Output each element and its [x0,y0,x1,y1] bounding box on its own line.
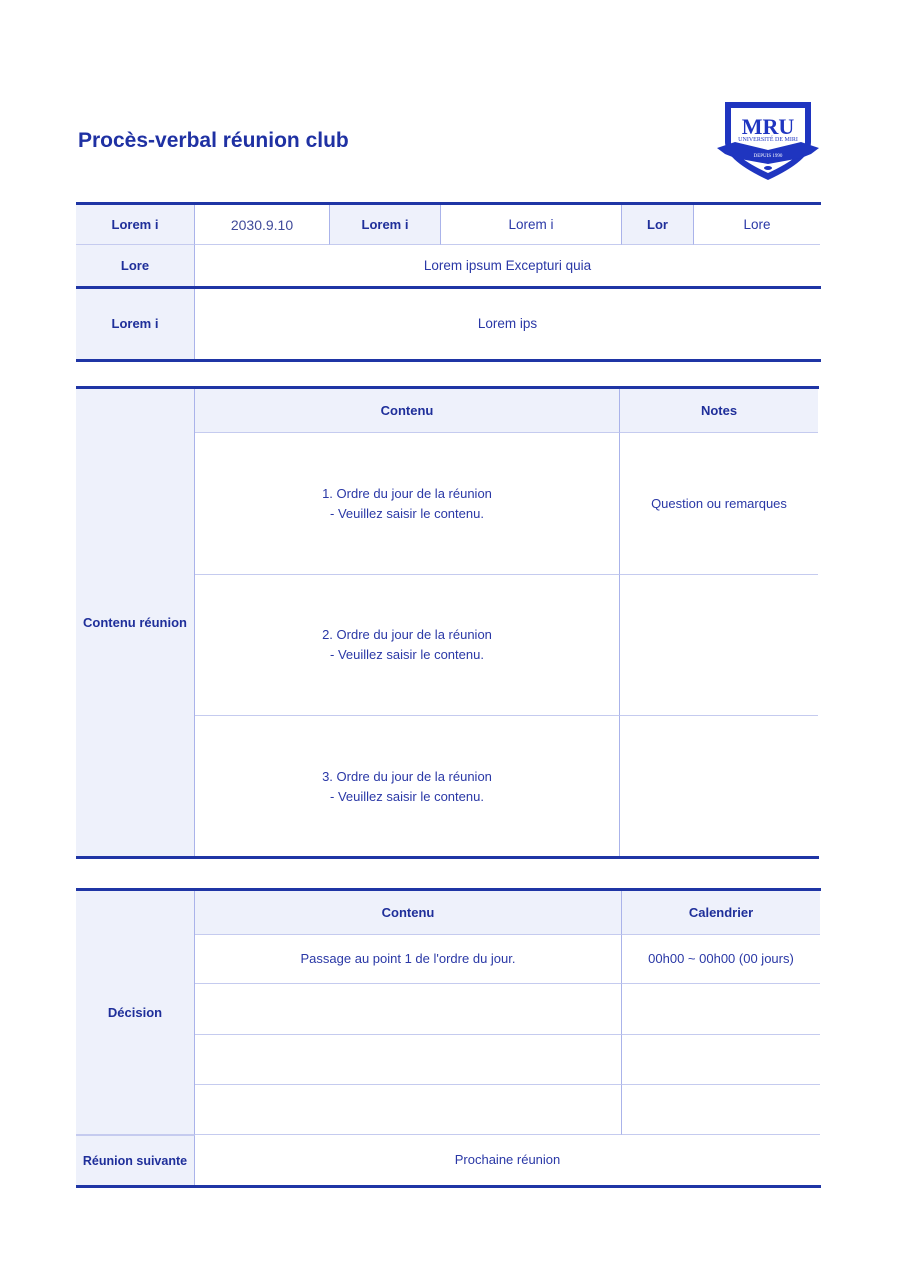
info-row2-label: Lore [76,245,195,287]
info-row3-label: Lorem i [76,289,195,360]
info-value-2[interactable]: Lorem i [441,205,622,245]
decision-header-schedule: Calendrier [622,891,820,935]
meeting-label: Contenu réunion [76,389,195,857]
info-row2-value[interactable]: Lorem ipsum Excepturi quia [195,245,820,287]
table-border [76,856,819,859]
svg-text:MRU: MRU [741,114,795,139]
meeting-row-3-content[interactable]: 3. Ordre du jour de la réunion - Veuillez saisir le contenu. [195,716,620,857]
meeting-row-1-notes[interactable]: Question ou remarques [620,433,818,575]
info-row3-value[interactable]: Lorem ips [195,289,820,360]
svg-text:UNIVERSITÉ DE MIRI: UNIVERSITÉ DE MIRI [738,137,798,143]
svg-text:DEPUIS 1990: DEPUIS 1990 [753,154,783,159]
decision-header-content: Contenu [195,891,622,935]
decision-row-2-schedule[interactable] [622,984,820,1035]
meeting-row-3-notes[interactable] [620,716,818,857]
meeting-row-2-notes[interactable] [620,575,818,716]
decision-label: Décision [76,891,195,1135]
meeting-row-1-content[interactable]: 1. Ordre du jour de la réunion - Veuillez saisir le contenu. [195,433,620,575]
university-logo [715,98,821,182]
info-value-3[interactable]: Lore [694,205,820,245]
info-label-2: Lorem i [330,205,441,245]
meeting-row-2-content[interactable]: 2. Ordre du jour de la réunion - Veuillez saisir le contenu. [195,575,620,716]
decision-row-4-schedule[interactable] [622,1085,820,1135]
next-meeting-value[interactable]: Prochaine réunion [195,1135,820,1186]
decision-row-1-content[interactable]: Passage au point 1 de l'ordre du jour. [195,935,622,984]
decision-row-2-content[interactable] [195,984,622,1035]
info-date[interactable]: 2030.9.10 [195,205,330,245]
table-border [76,359,821,362]
next-meeting-label: Réunion suivante [76,1135,195,1186]
decision-row-1-schedule[interactable]: 00h00 ~ 00h00 (00 jours) [622,935,820,984]
info-label-3: Lor [622,205,694,245]
decision-row-3-content[interactable] [195,1035,622,1085]
page-title: Procès-verbal réunion club [78,129,349,152]
decision-row-3-schedule[interactable] [622,1035,820,1085]
meeting-header-content: Contenu [195,389,620,433]
decision-row-4-content[interactable] [195,1085,622,1135]
info-label-1: Lorem i [76,205,195,245]
table-border [76,1185,821,1188]
meeting-header-notes: Notes [620,389,818,433]
